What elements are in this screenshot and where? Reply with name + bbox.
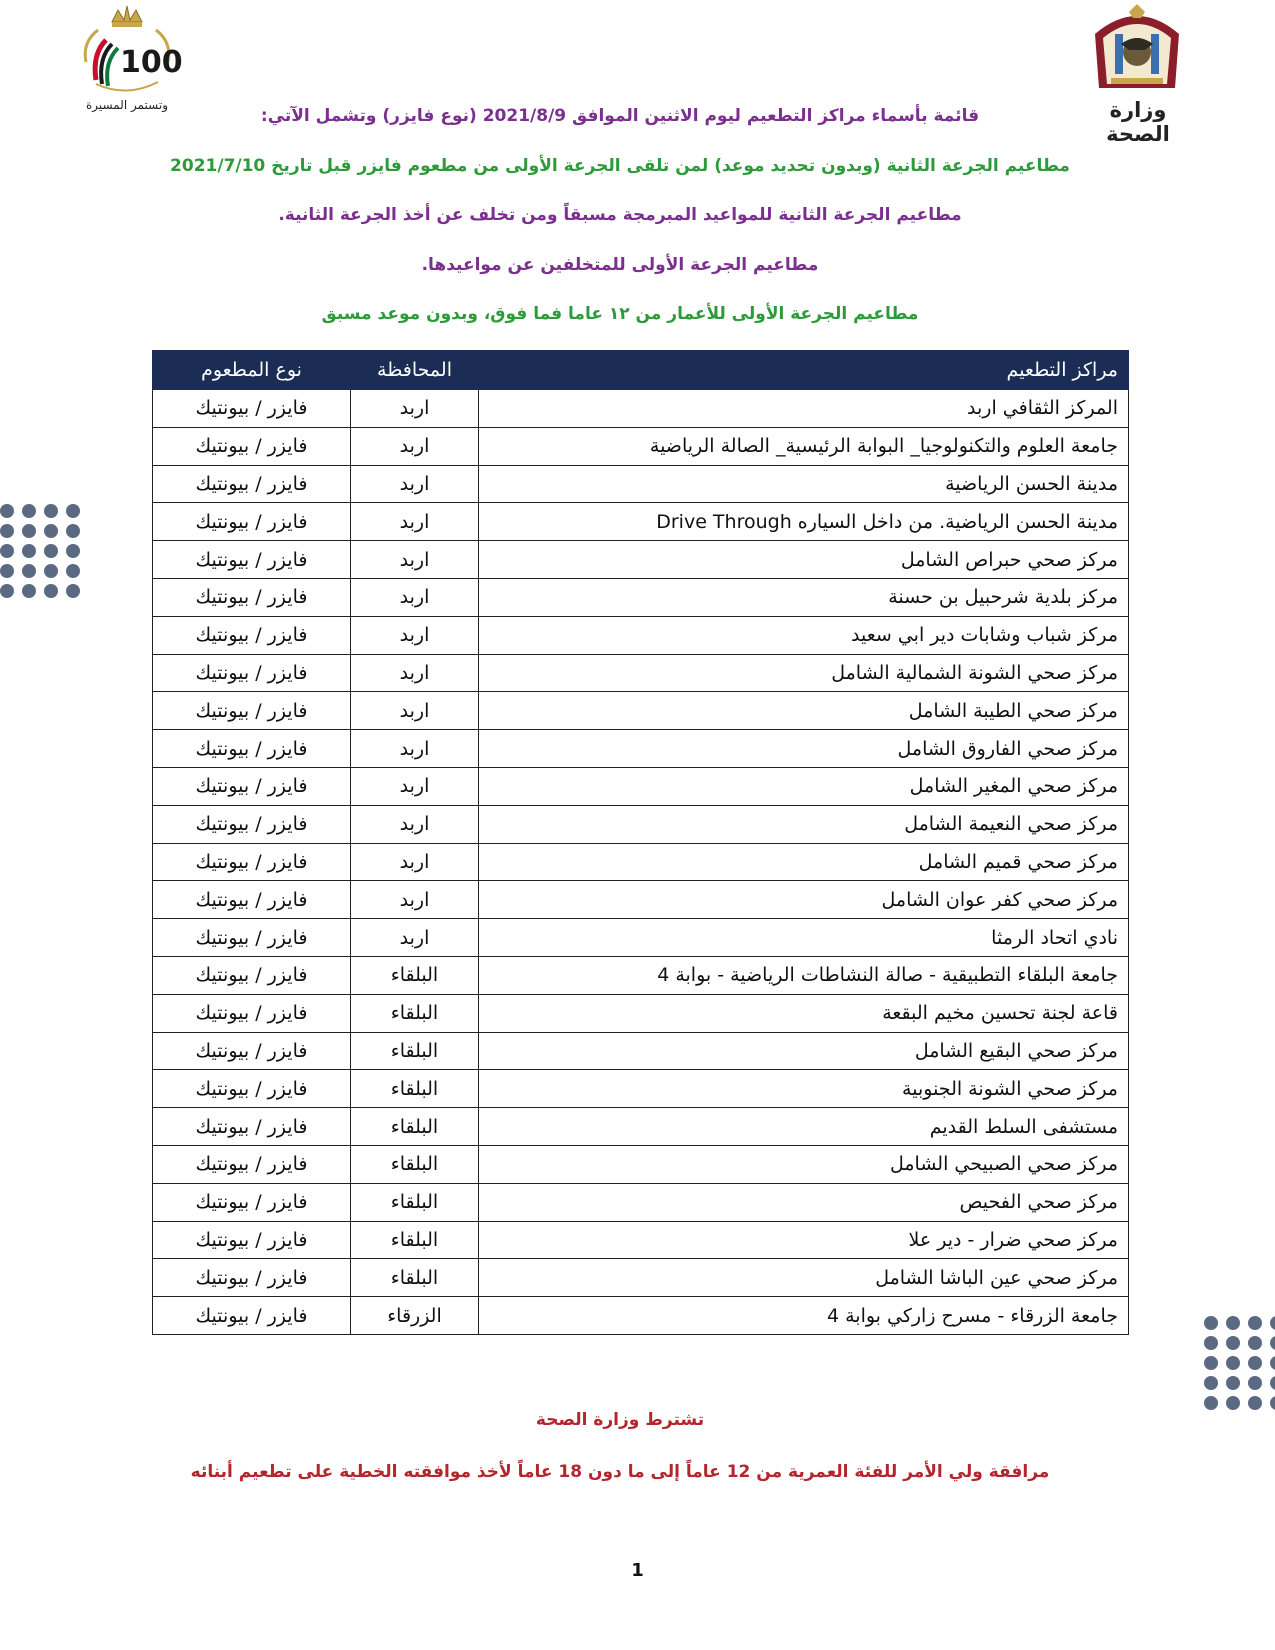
table-row (153, 1259, 1129, 1297)
table-row (153, 1221, 1129, 1259)
cell-governorate: اربد (351, 616, 479, 654)
cell-governorate: اربد (351, 730, 479, 768)
cell-vaccination-center: مركز صحي قميم الشامل (479, 843, 1129, 881)
table-row (153, 1032, 1129, 1070)
cell-vaccination-center: المركز الثقافي اربد (479, 390, 1129, 428)
table-row (153, 919, 1129, 957)
cell-vaccination-center: مركز شباب وشابات دير ابي سعيد (479, 616, 1129, 654)
cell-vaccine-type: فايزر / بيونتيك (153, 390, 351, 428)
decorative-dots-left (0, 504, 82, 598)
cell-vaccination-center: مدينة الحسن الرياضية (479, 465, 1129, 503)
table-row (153, 805, 1129, 843)
table-row (153, 956, 1129, 994)
cell-vaccination-center: مركز صحي الفحيص (479, 1183, 1129, 1221)
cell-governorate: اربد (351, 919, 479, 957)
logo-number: 100 (120, 45, 183, 80)
page-number: 1 (631, 1560, 644, 1581)
table-row (153, 503, 1129, 541)
headline-first-dose-12plus: مطاعيم الجرعة الأولى للأعمار من ١٢ عاما فما فوق، وبدون موعد مسبق (321, 304, 919, 324)
table-body (153, 390, 1129, 1335)
cell-vaccination-center: مركز صحي الشونة الشمالية الشامل (479, 654, 1129, 692)
header-vaccine-type: نوع المطعوم (153, 351, 351, 390)
header-governorate: المحافظة (351, 351, 479, 390)
table-row (153, 654, 1129, 692)
requirement-text: مرافقة ولي الأمر للفئة العمرية من 12 عاماً إلى ما دون 18 عاماً لأخذ موافقته الخطية على تطعيم أبنائه (190, 1462, 1050, 1482)
cell-vaccination-center: مركز بلدية شرحبيل بن حسنة (479, 578, 1129, 616)
cell-governorate: اربد (351, 390, 479, 428)
headline-second-dose-scheduled: مطاعيم الجرعة الثانية للمواعيد المبرمجة مسبقاً ومن تخلف عن أخذ الجرعة الثانية. (278, 205, 962, 225)
cell-governorate: البلقاء (351, 1108, 479, 1146)
cell-governorate: اربد (351, 503, 479, 541)
cell-vaccine-type: فايزر / بيونتيك (153, 1183, 351, 1221)
cell-vaccine-type: فايزر / بيونتيك (153, 843, 351, 881)
cell-governorate: الزرقاء (351, 1297, 479, 1335)
cell-vaccine-type: فايزر / بيونتيك (153, 1032, 351, 1070)
cell-vaccination-center: مدينة الحسن الرياضية. من داخل السياره Drive Through (479, 503, 1129, 541)
cell-vaccination-center: مركز صحي البقيع الشامل (479, 1032, 1129, 1070)
table-row (153, 767, 1129, 805)
cell-vaccination-center: قاعة لجنة تحسين مخيم البقعة (479, 994, 1129, 1032)
cell-vaccine-type: فايزر / بيونتيك (153, 881, 351, 919)
cell-vaccine-type: فايزر / بيونتيك (153, 805, 351, 843)
cell-vaccine-type: فايزر / بيونتيك (153, 1108, 351, 1146)
table-row (153, 578, 1129, 616)
decorative-dots-right (1204, 1316, 1275, 1410)
cell-vaccination-center: جامعة الزرقاء - مسرح زاركي بوابة 4 (479, 1297, 1129, 1335)
table-row (153, 541, 1129, 579)
cell-governorate: اربد (351, 465, 479, 503)
cell-governorate: اربد (351, 692, 479, 730)
cell-governorate: اربد (351, 767, 479, 805)
logo-caption: وتستمر المسيرة (86, 98, 168, 112)
table-row (153, 730, 1129, 768)
headline-second-dose-walkin: مطاعيم الجرعة الثانية (وبدون تحديد موعد) لمن تلقى الجرعة الأولى من مطعوم فايزر قبل تاريخ 2021/7/10 (170, 156, 1070, 176)
cell-governorate: اربد (351, 541, 479, 579)
cell-governorate: البلقاء (351, 956, 479, 994)
cell-vaccine-type: فايزر / بيونتيك (153, 654, 351, 692)
ministry-name: وزارة الصحة (1106, 98, 1170, 146)
cell-governorate: اربد (351, 654, 479, 692)
cell-governorate: البلقاء (351, 1070, 479, 1108)
table-row (153, 692, 1129, 730)
table-row (153, 1297, 1129, 1335)
cell-vaccination-center: مركز صحي النعيمة الشامل (479, 805, 1129, 843)
cell-vaccination-center: جامعة العلوم والتكنولوجيا_ البوابة الرئيسية_ الصالة الرياضية (479, 427, 1129, 465)
table-row (153, 465, 1129, 503)
headline-first-dose-latecomers: مطاعيم الجرعة الأولى للمتخلفين عن مواعيدها. (421, 255, 819, 275)
cell-governorate: اربد (351, 843, 479, 881)
coat-of-arms-icon (1085, 4, 1189, 92)
cell-governorate: البلقاء (351, 1259, 479, 1297)
cell-governorate: اربد (351, 805, 479, 843)
table-row (153, 1070, 1129, 1108)
cell-vaccine-type: فايزر / بيونتيك (153, 956, 351, 994)
cell-vaccination-center: نادي اتحاد الرمثا (479, 919, 1129, 957)
cell-vaccine-type: فايزر / بيونتيك (153, 1070, 351, 1108)
cell-governorate: اربد (351, 578, 479, 616)
cell-vaccine-type: فايزر / بيونتيك (153, 730, 351, 768)
cell-vaccine-type: فايزر / بيونتيك (153, 767, 351, 805)
cell-governorate: البلقاء (351, 994, 479, 1032)
cell-vaccination-center: مركز صحي ضرار - دير علا (479, 1221, 1129, 1259)
cell-governorate: البلقاء (351, 1221, 479, 1259)
table-row (153, 994, 1129, 1032)
cell-governorate: البلقاء (351, 1183, 479, 1221)
table-header-row (153, 351, 1129, 390)
cell-vaccine-type: فايزر / بيونتيك (153, 465, 351, 503)
cell-vaccination-center: مركز صحي حبراص الشامل (479, 541, 1129, 579)
cell-governorate: البلقاء (351, 1032, 479, 1070)
crown-100-icon (62, 2, 192, 98)
cell-governorate: اربد (351, 427, 479, 465)
cell-vaccine-type: فايزر / بيونتيك (153, 1259, 351, 1297)
cell-vaccine-type: فايزر / بيونتيك (153, 1221, 351, 1259)
cell-governorate: البلقاء (351, 1145, 479, 1183)
cell-vaccination-center: مستشفى السلط القديم (479, 1108, 1129, 1146)
table-row (153, 843, 1129, 881)
table-row (153, 1183, 1129, 1221)
cell-vaccine-type: فايزر / بيونتيك (153, 994, 351, 1032)
table-row (153, 390, 1129, 428)
cell-vaccine-type: فايزر / بيونتيك (153, 919, 351, 957)
table-row (153, 881, 1129, 919)
cell-vaccine-type: فايزر / بيونتيك (153, 578, 351, 616)
cell-vaccination-center: مركز صحي الطيبة الشامل (479, 692, 1129, 730)
cell-governorate: اربد (351, 881, 479, 919)
table-row (153, 1108, 1129, 1146)
table-row (153, 616, 1129, 654)
cell-vaccination-center: مركز صحي كفر عوان الشامل (479, 881, 1129, 919)
cell-vaccine-type: فايزر / بيونتيك (153, 1297, 351, 1335)
vaccination-centers-table (152, 350, 1129, 1335)
cell-vaccine-type: فايزر / بيونتيك (153, 503, 351, 541)
cell-vaccine-type: فايزر / بيونتيك (153, 1145, 351, 1183)
header-vaccination-center: مراكز التطعيم (479, 351, 1129, 390)
centenary-logo (62, 2, 192, 114)
cell-vaccine-type: فايزر / بيونتيك (153, 427, 351, 465)
headline-title: قائمة بأسماء مراكز التطعيم ليوم الاثنين الموافق 2021/8/9 (نوع فايزر) وتشمل الآتي: (260, 106, 980, 126)
requirement-title: تشترط وزارة الصحة (535, 1410, 705, 1430)
cell-vaccination-center: مركز صحي الفاروق الشامل (479, 730, 1129, 768)
cell-vaccine-type: فايزر / بيونتيك (153, 616, 351, 654)
cell-vaccine-type: فايزر / بيونتيك (153, 692, 351, 730)
table-row (153, 427, 1129, 465)
cell-vaccine-type: فايزر / بيونتيك (153, 541, 351, 579)
cell-vaccination-center: مركز صحي الشونة الجنوبية (479, 1070, 1129, 1108)
cell-vaccination-center: مركز صحي المغير الشامل (479, 767, 1129, 805)
cell-vaccination-center: مركز صحي الصبيحي الشامل (479, 1145, 1129, 1183)
cell-vaccination-center: مركز صحي عين الباشا الشامل (479, 1259, 1129, 1297)
table-row (153, 1145, 1129, 1183)
cell-vaccination-center: جامعة البلقاء التطبيقية - صالة النشاطات الرياضية - بوابة 4 (479, 956, 1129, 994)
